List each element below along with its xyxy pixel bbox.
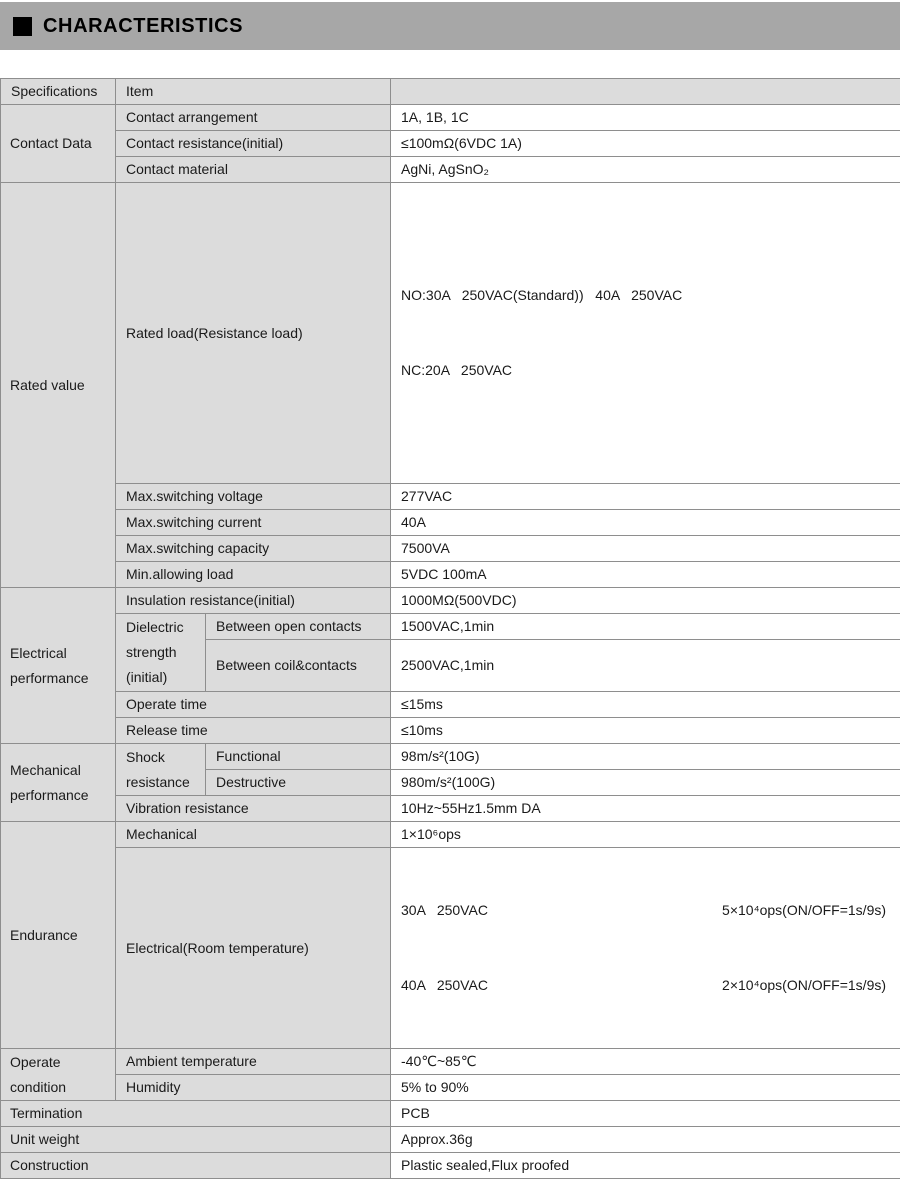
- item-operate-time: Operate time: [116, 692, 391, 718]
- item-construction: Construction: [1, 1153, 391, 1179]
- value-humidity: 5% to 90%: [391, 1075, 900, 1101]
- item-shock-functional: Functional: [206, 744, 391, 770]
- value-shock-functional: 98m/s²(10G): [391, 744, 900, 770]
- item-dielectric-strength: Dielectric strength (initial): [116, 614, 206, 692]
- item-insulation-resistance: Insulation resistance(initial): [116, 588, 391, 614]
- value-contact-arrangement: 1A, 1B, 1C: [391, 105, 900, 131]
- item-humidity: Humidity: [116, 1075, 391, 1101]
- value-shock-destructive: 980m/s²(100G): [391, 770, 900, 796]
- spec-contact-data: Contact Data: [1, 105, 116, 183]
- value-between-open-contacts: 1500VAC,1min: [391, 614, 900, 640]
- section-header-bar: [0, 2, 900, 50]
- item-termination: Termination: [1, 1101, 391, 1127]
- item-between-coil-contacts: Between coil&contacts: [206, 640, 391, 692]
- value-contact-resistance: ≤100mΩ(6VDC 1A): [391, 131, 900, 157]
- col-header-value: [391, 79, 900, 105]
- section-title: CHARACTERISTICS: [43, 14, 244, 37]
- endurance-electrical-line1-left: 30A 250VAC: [401, 902, 488, 918]
- item-shock-destructive: Destructive: [206, 770, 391, 796]
- spec-operate-condition: Operate condition: [1, 1049, 116, 1101]
- item-max-switching-voltage: Max.switching voltage: [116, 484, 391, 510]
- section-square-icon: [13, 17, 32, 36]
- value-release-time: ≤10ms: [391, 718, 900, 744]
- rated-load-line-1: NO:30A 250VAC(Standard)) 40A 250VAC: [401, 287, 683, 303]
- characteristics-table: [0, 78, 900, 1179]
- item-endurance-mechanical: Mechanical: [116, 822, 391, 848]
- value-construction: Plastic sealed,Flux proofed: [391, 1153, 900, 1179]
- col-header-specifications: Specifications: [1, 79, 116, 105]
- value-endurance-electrical: [391, 848, 900, 1049]
- endurance-electrical-line1-right: 5×10⁴ops(ON/OFF=1s/9s): [722, 902, 887, 918]
- endurance-electrical-line2-right: 2×10⁴ops(ON/OFF=1s/9s): [722, 977, 887, 993]
- col-header-item: Item: [116, 79, 391, 105]
- spec-rated-value: Rated value: [1, 183, 116, 588]
- spec-electrical-performance: Electrical performance: [1, 588, 116, 744]
- item-min-allowing-load: Min.allowing load: [116, 562, 391, 588]
- rated-load-line-2: NC:20A 250VAC: [401, 362, 513, 378]
- value-insulation-resistance: 1000MΩ(500VDC): [391, 588, 900, 614]
- value-endurance-mechanical: 1×10⁶ops: [391, 822, 900, 848]
- value-operate-time: ≤15ms: [391, 692, 900, 718]
- value-unit-weight: Approx.36g: [391, 1127, 900, 1153]
- spec-mechanical-performance: Mechanical performance: [1, 744, 116, 822]
- item-contact-material: Contact material: [116, 157, 391, 183]
- value-ambient-temperature: -40℃~85℃: [391, 1049, 900, 1075]
- value-max-switching-capacity: 7500VA: [391, 536, 900, 562]
- item-ambient-temperature: Ambient temperature: [116, 1049, 391, 1075]
- item-max-switching-capacity: Max.switching capacity: [116, 536, 391, 562]
- spec-endurance: Endurance: [1, 822, 116, 1049]
- value-max-switching-current: 40A: [391, 510, 900, 536]
- item-endurance-electrical: Electrical(Room temperature): [116, 848, 391, 1049]
- item-between-open-contacts: Between open contacts: [206, 614, 391, 640]
- value-rated-load: [391, 183, 900, 484]
- value-min-allowing-load: 5VDC 100mA: [391, 562, 900, 588]
- value-contact-material: AgNi, AgSnO₂: [391, 157, 900, 183]
- item-vibration-resistance: Vibration resistance: [116, 796, 391, 822]
- item-release-time: Release time: [116, 718, 391, 744]
- value-vibration-resistance: 10Hz~55Hz1.5mm DA: [391, 796, 900, 822]
- endurance-electrical-line2-left: 40A 250VAC: [401, 977, 488, 993]
- value-max-switching-voltage: 277VAC: [391, 484, 900, 510]
- item-contact-resistance: Contact resistance(initial): [116, 131, 391, 157]
- item-shock-resistance: Shock resistance: [116, 744, 206, 796]
- value-between-coil-contacts: 2500VAC,1min: [391, 640, 900, 692]
- item-unit-weight: Unit weight: [1, 1127, 391, 1153]
- item-rated-load: Rated load(Resistance load): [116, 183, 391, 484]
- item-contact-arrangement: Contact arrangement: [116, 105, 391, 131]
- value-termination: PCB: [391, 1101, 900, 1127]
- item-max-switching-current: Max.switching current: [116, 510, 391, 536]
